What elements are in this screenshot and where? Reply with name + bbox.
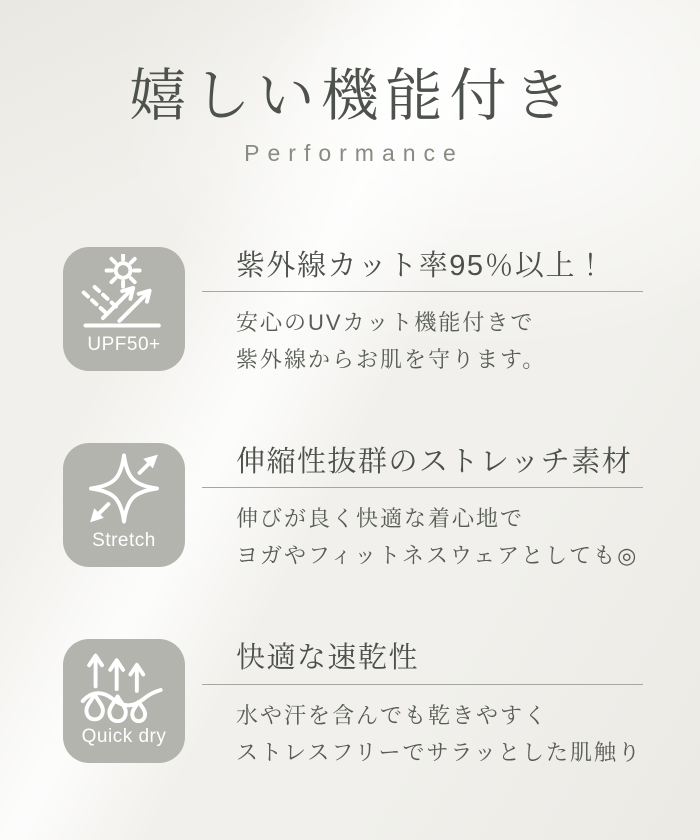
badge-label: Stretch	[92, 530, 156, 552]
feature-content	[202, 443, 643, 574]
stretch-badge	[63, 443, 185, 567]
upf50-badge	[63, 247, 185, 371]
quick-dry-icon	[78, 646, 170, 723]
feature-heading: 紫外線カット率95％以上！	[202, 247, 643, 292]
feature-content	[202, 639, 643, 770]
uv-protection-icon	[78, 254, 170, 331]
feature-content	[202, 247, 643, 378]
page-subtitle: Performance	[244, 140, 464, 167]
feature-description-line: ストレスフリーでサラッとした肌触り	[236, 739, 643, 765]
feature-heading: 快適な速乾性	[202, 639, 643, 684]
feature-description-line: 安心のUVカット機能付きで	[236, 310, 535, 336]
feature-list	[63, 247, 643, 771]
feature-heading: 伸縮性抜群のストレッチ素材	[202, 443, 643, 488]
feature-description	[202, 697, 643, 771]
feature-description-line: ヨガやフィットネスウェアとしても◎	[236, 543, 639, 569]
feature-description	[202, 500, 643, 574]
page-title: 嬉しい機能付き	[129, 64, 578, 128]
badge-label: UPF50+	[87, 334, 161, 355]
quick-dry-badge	[63, 639, 185, 763]
feature-description	[202, 304, 643, 378]
feature-uv-protection	[63, 247, 643, 378]
section-header	[0, 0, 700, 167]
feature-description-line: 伸びが良く快適な着心地で	[236, 506, 525, 532]
feature-stretch	[63, 443, 643, 574]
badge-label: Quick dry	[81, 726, 167, 748]
feature-quick-dry	[63, 639, 643, 770]
feature-description-line: 水や汗を含んでも乾きやすく	[236, 702, 549, 728]
stretch-icon	[78, 450, 170, 527]
feature-description-line: 紫外線からお肌を守ります。	[236, 347, 547, 373]
